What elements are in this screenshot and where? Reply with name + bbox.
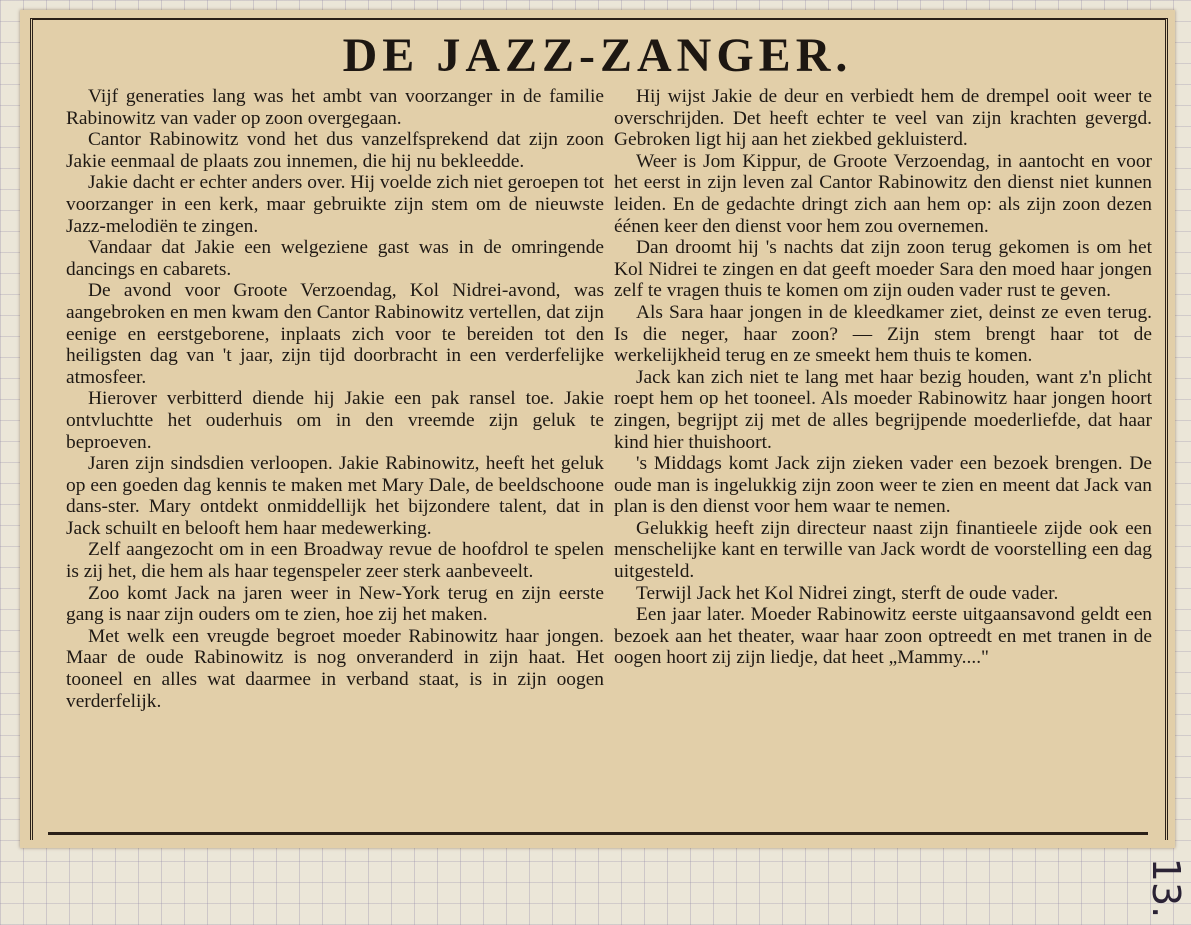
left-column — [66, 86, 604, 712]
paragraph: Als Sara haar jongen in de kleedkamer ziet, deinst ze even terug. Is die neger, haar zoon? — Zijn stem brengt haar tot de werkelijkheid terug en ze smeekt hem thuis te komen. — [614, 301, 1152, 367]
paragraph: Vandaar dat Jakie een welgeziene gast was in de omringende dancings en cabarets. — [66, 237, 604, 280]
newspaper-clipping — [20, 10, 1175, 848]
paragraph: Zelf aangezocht om in een Broadway revue de hoofdrol te spelen is zij het, die hem als haar tegenspeler zeer sterk aanbeveelt. — [66, 539, 604, 583]
handwritten-page-number: 13. — [1144, 857, 1189, 919]
paragraph: Weer is Jom Kippur, de Groote Verzoendag, in aantocht en voor het eerst in zijn leven zal Cantor Rabinowitz den dienst niet kunnen leiden. En de gedachte dringt zich aan hem op: als zijn zoon dezen éénen keer den dienst voor hem zou overnemen. — [614, 150, 1152, 237]
paragraph: Jack kan zich niet te lang met haar bezig houden, want z'n plicht roept hem op het tooneel. Als moeder Rabinowitz haar jongen hoort zingen, begrijpt zij met de alles begrijpende moederliefde, dat haar kind hier thuishoort. — [614, 366, 1152, 453]
paragraph: Gelukkig heeft zijn directeur naast zijn finantieele zijde ook een menschelijke kant en terwille van Jack wordt de voorstelling een dag uitgesteld. — [614, 517, 1152, 583]
paragraph: Hierover verbitterd diende hij Jakie een pak ransel toe. Jakie ontvluchtte het ouderhuis om in den vreemde zijn geluk te beproeven. — [66, 388, 604, 453]
right-column — [614, 86, 1152, 669]
paragraph: Met welk een vreugde begroet moeder Rabinowitz haar jongen. Maar de oude Rabinowitz is nog onveranderd in zijn haat. Het tooneel en alles wat daarmee in verband staat, is in zijn oogen verderfelijk. — [66, 625, 604, 712]
article-headline: DE JAZZ-ZANGER. — [342, 29, 853, 82]
paragraph: De avond voor Groote Verzoendag, Kol Nidrei-avond, was aangebroken en men kwam den Cantor Rabinowitz vertellen, dat zijn eenige en eerstgeborene, inplaats zich voor te bereiden tot den heiligsten dag van 't jaar, zijn tijd doorbracht in een verderfelijke atmosfeer. — [66, 280, 604, 388]
bottom-rule — [48, 832, 1148, 835]
paragraph: Zoo komt Jack na jaren weer in New-York terug en zijn eerste gang is naar zijn ouders om te zien, hoe zij het maken. — [66, 582, 604, 626]
paragraph: Vijf generaties lang was het ambt van voorzanger in de familie Rabinowitz van vader op zoon overgegaan. — [66, 86, 604, 129]
paragraph: 's Middags komt Jack zijn zieken vader een bezoek brengen. De oude man is ingelukkig zijn zoon weer te zien en meent dat Jack van plan is den dienst voor hem waar te nemen. — [614, 453, 1152, 518]
paragraph: Dan droomt hij 's nachts dat zijn zoon terug gekomen is om het Kol Nidrei te zingen en dat geeft moeder Sara den moed haar jongen zelf te vragen thuis te komen om zijn ouden vader rust te geven. — [614, 237, 1152, 302]
paragraph: Terwijl Jack het Kol Nidrei zingt, sterft de oude vader. — [636, 582, 1059, 604]
paragraph: Een jaar later. Moeder Rabinowitz eerste uitgaansavond geldt een bezoek aan het theater, waar haar zoon optreedt en met tranen in de oogen hoort zij zijn liedje, dat heet „Mammy...." — [614, 604, 1152, 669]
paragraph: Jaren zijn sindsdien verloopen. Jakie Rabinowitz, heeft het geluk op een goeden dag kennis te maken met Mary Dale, de beeldschoone dans-ster. Mary ontdekt onmiddellijk het bijzondere talent, dat in Jack schuilt en belooft hem haar medewerking. — [66, 453, 604, 539]
paragraph: Hij wijst Jakie de deur en verbiedt hem de drempel ooit weer te overschrijden. Det heeft echter te veel van zijn krachten gevergd. Gebroken ligt hij aan het ziekbed gekluisterd. — [614, 86, 1152, 151]
paragraph: Cantor Rabinowitz vond het dus vanzelfsprekend dat zijn zoon Jakie eenmaal de plaats zou innemen, die hij nu bekleedde. — [66, 129, 604, 172]
paragraph: Jakie dacht er echter anders over. Hij voelde zich niet geroepen tot voorzanger in een kerk, maar gebruikte zijn stem om de nieuwste Jazz-melodiën te zingen. — [66, 172, 604, 237]
